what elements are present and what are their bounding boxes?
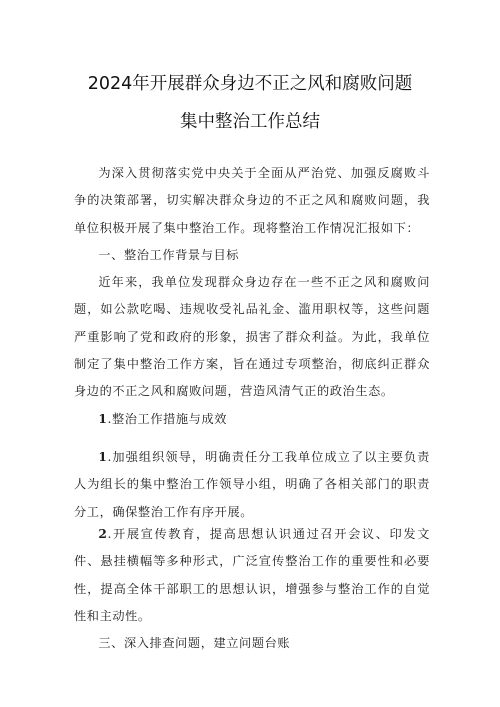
measure-item-2: [74, 521, 430, 630]
intro-paragraph: 为深入贯彻落实党中央关于全面从严治党、加强反腐败斗争的决策部署，切实解决群众身边的不正之风和腐败问题，我单位积极开展了集中整治工作。现将整治工作情况汇报如下：: [74, 166, 430, 235]
section-heading-1: 一、整治工作背景与目标: [98, 248, 240, 262]
item1-number: 1: [98, 450, 108, 464]
section-heading-2: [74, 406, 430, 433]
item2-text: .开展宣传教育，提高思想认识通过召开会议、印发文件、悬挂横幅等多种形式，广泛宣传整治工作的重要性和必要性，提高全体干部职工的思想认识，增强参与整治工作的自觉性和主动性。: [74, 527, 430, 623]
heading2-text: .整治工作措施与成效: [107, 412, 228, 426]
item1-text: .加强组织领导，明确责任分工我单位成立了以主要负责人为组长的集中整治工作领导小组，明确了各相关部门的职责分工，确保整治工作有序开展。: [74, 450, 430, 519]
measure-item-1: [74, 444, 430, 526]
item2-number: 2: [98, 527, 108, 541]
section1-paragraph: 近年来，我单位发现群众身边存在一些不正之风和腐败问题，如公款吃喝、违规收受礼品礼金、滥用职权等，这些问题严重影响了党和政府的形象，损害了群众利益。为此，我单位制定了集中整治工作方案，旨在通过专项整治，彻底纠正群众身边的不正之风和腐败问题，营造风清气正的政治生态。: [74, 275, 430, 399]
heading2-number: 1: [98, 412, 108, 426]
document-title-line1: 2024年开展群众身边不正之风和腐败问题: [87, 74, 413, 94]
section-heading-3: 三、深入排查问题，建立问题台账: [98, 636, 291, 650]
document-title-line2: 集中整治工作总结: [180, 112, 320, 132]
